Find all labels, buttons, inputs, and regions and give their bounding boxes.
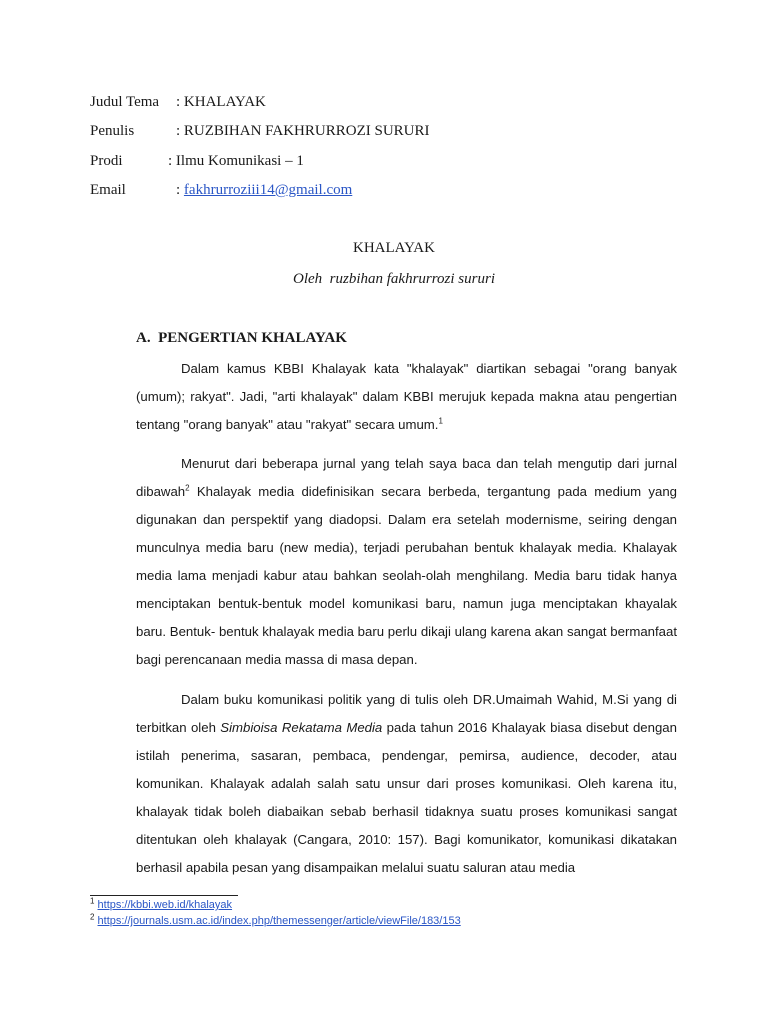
publisher-name: Simbioisa Rekatama Media bbox=[220, 720, 383, 735]
meta-title-value: : KHALAYAK bbox=[176, 94, 266, 110]
footnote-2-number: 2 bbox=[90, 912, 95, 922]
meta-email-label: Email bbox=[90, 182, 126, 198]
footnote-2-link[interactable]: https://journals.usm.ac.id/index.php/themessenger/article/viewFile/183/153 bbox=[97, 915, 461, 927]
paragraph-3-text-b: pada tahun 2016 Khalayak biasa disebut dengan istilah penerima, sasaran, pembaca, pendengar, pemirsa, audience, decoder, atau komunikan. Khalayak adalah salah satu unsur dari proses komunikasi. Oleh karena itu, khalayak tidak boleh diabaikan sebab berhasil tidaknya suatu proses komunikasi sangat ditentukan oleh khalayak (Cangara, 2010: 157). Bagi komunikator, komunikasi dikatakan berhasil apabila pesan yang disampaikan melalui suatu saluran atau media bbox=[136, 720, 677, 875]
footnote-1-number: 1 bbox=[90, 896, 95, 906]
meta-title-label: Judul Tema bbox=[90, 94, 160, 110]
footnote-ref-1: 1 bbox=[438, 416, 443, 426]
document-title: KHALAYAK bbox=[353, 240, 435, 256]
footnote-1 bbox=[90, 896, 233, 911]
paragraph-2-text-b: Khalayak media didefinisikan secara berbeda, tergantung pada medium yang digunakan dan perspektif yang diadopsi. Dalam era setelah modernisme, seiring dengan munculnya media baru (new media), terjadi perubahan bentuk khalayak media. Khalayak media lama menjadi kabur atau bahkan seolah-olah menghilang. Media baru tidak hanya menciptakan bentuk-bentuk model komunikasi baru, namun juga menciptakan khayalak baru. Bentuk- bentuk khalayak media baru perlu dikaji ulang karena akan sangat bermanfaat bagi perencanaan media massa di masa depan. bbox=[136, 484, 677, 667]
paragraph-2 bbox=[136, 450, 677, 674]
paragraph-3 bbox=[136, 686, 677, 882]
meta-program-label: Prodi bbox=[90, 153, 123, 169]
meta-author-value: : RUZBIHAN FAKHRURROZI SURURI bbox=[176, 123, 430, 139]
meta-email-prefix: : bbox=[176, 182, 184, 198]
meta-email-value bbox=[176, 182, 352, 199]
email-link[interactable]: fakhrurroziii14@gmail.com bbox=[183, 182, 353, 198]
section-heading: A. PENGERTIAN KHALAYAK bbox=[136, 330, 347, 346]
paragraph-2-text-a: Menurut dari beberapa jurnal yang telah saya baca dan telah mengutip dari jurnal dibawah bbox=[136, 456, 677, 499]
paragraph-3-text-a: Dalam buku komunikasi politik yang di tulis oleh DR.Umaimah Wahid, M.Si yang di terbitkan oleh bbox=[136, 692, 677, 735]
footnote-ref-2: 2 bbox=[185, 483, 190, 493]
footnote-2 bbox=[90, 912, 461, 927]
footnote-separator bbox=[90, 895, 238, 896]
document-byline: Oleh ruzbihan fakhrurrozi sururi bbox=[293, 271, 495, 287]
meta-program-value: : Ilmu Komunikasi – 1 bbox=[168, 153, 304, 169]
paragraph-1 bbox=[136, 355, 677, 439]
paragraph-1-text: Dalam kamus KBBI Khalayak kata "khalayak" diartikan sebagai "orang banyak (umum); rakyat". Jadi, "arti khalayak" dalam KBBI merujuk kepada makna atau pengertian tentang "orang banyak" atau "rakyat" secara umum. bbox=[136, 361, 677, 432]
footnote-1-link[interactable]: https://kbbi.web.id/khalayak bbox=[97, 899, 233, 911]
meta-author-label: Penulis bbox=[90, 123, 135, 139]
